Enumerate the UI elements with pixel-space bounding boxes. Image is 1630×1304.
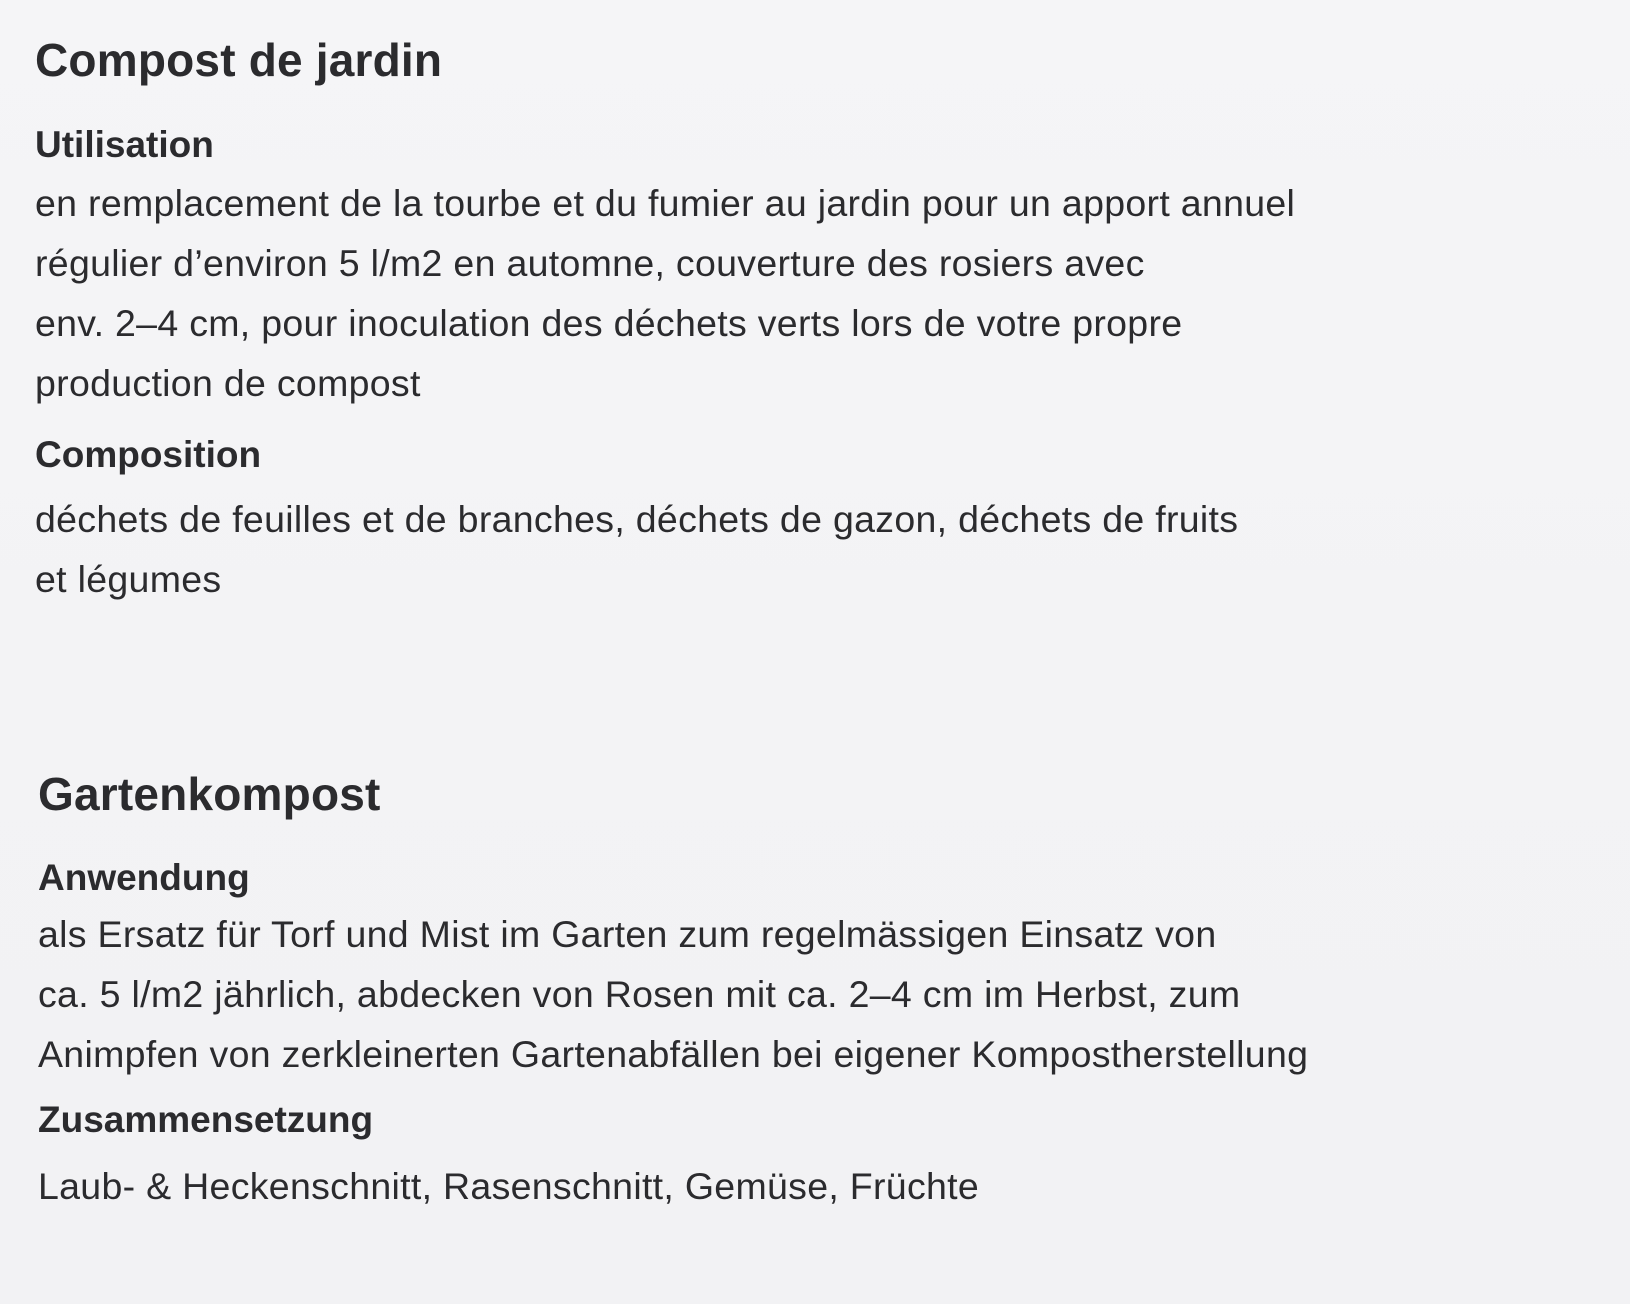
german-title: Gartenkompost	[38, 768, 381, 820]
french-composition-line: déchets de feuilles et de branches, déchets de gazon, déchets de fruits	[35, 498, 1239, 540]
german-composition-line: Laub- & Heckenschnitt, Rasenschnitt, Gemüse, Früchte	[38, 1165, 980, 1207]
french-usage-line: production de compost	[35, 362, 421, 404]
german-usage-block	[38, 854, 1598, 1084]
french-usage-line: env. 2–4 cm, pour inoculation des déchets verts lors de votre propre	[35, 302, 1183, 344]
french-composition-heading: Composition	[35, 434, 262, 475]
german-usage-line: als Ersatz für Torf und Mist im Garten zum regelmässigen Einsatz von	[38, 913, 1217, 955]
french-usage-line: en remplacement de la tourbe et du fumier au jardin pour un apport annuel	[35, 182, 1296, 224]
german-usage-heading: Anwendung	[38, 857, 250, 898]
german-composition-block	[38, 1096, 1598, 1216]
french-usage-line: régulier d’environ 5 l/m2 en automne, couverture des rosiers avec	[35, 242, 1145, 284]
german-composition-heading: Zusammensetzung	[38, 1099, 374, 1140]
german-section	[38, 764, 1598, 1216]
french-composition-line: et légumes	[35, 558, 222, 600]
french-usage-heading: Utilisation	[35, 124, 214, 165]
german-usage-line: Animpfen von zerkleinerten Gartenabfällen bei eigener Kompostherstellung	[38, 1033, 1309, 1075]
french-usage-block	[35, 121, 1595, 413]
french-section	[35, 30, 1595, 609]
french-title: Compost de jardin	[35, 34, 443, 86]
french-composition-block	[35, 431, 1595, 609]
german-usage-line: ca. 5 l/m2 jährlich, abdecken von Rosen mit ca. 2–4 cm im Herbst, zum	[38, 973, 1241, 1015]
